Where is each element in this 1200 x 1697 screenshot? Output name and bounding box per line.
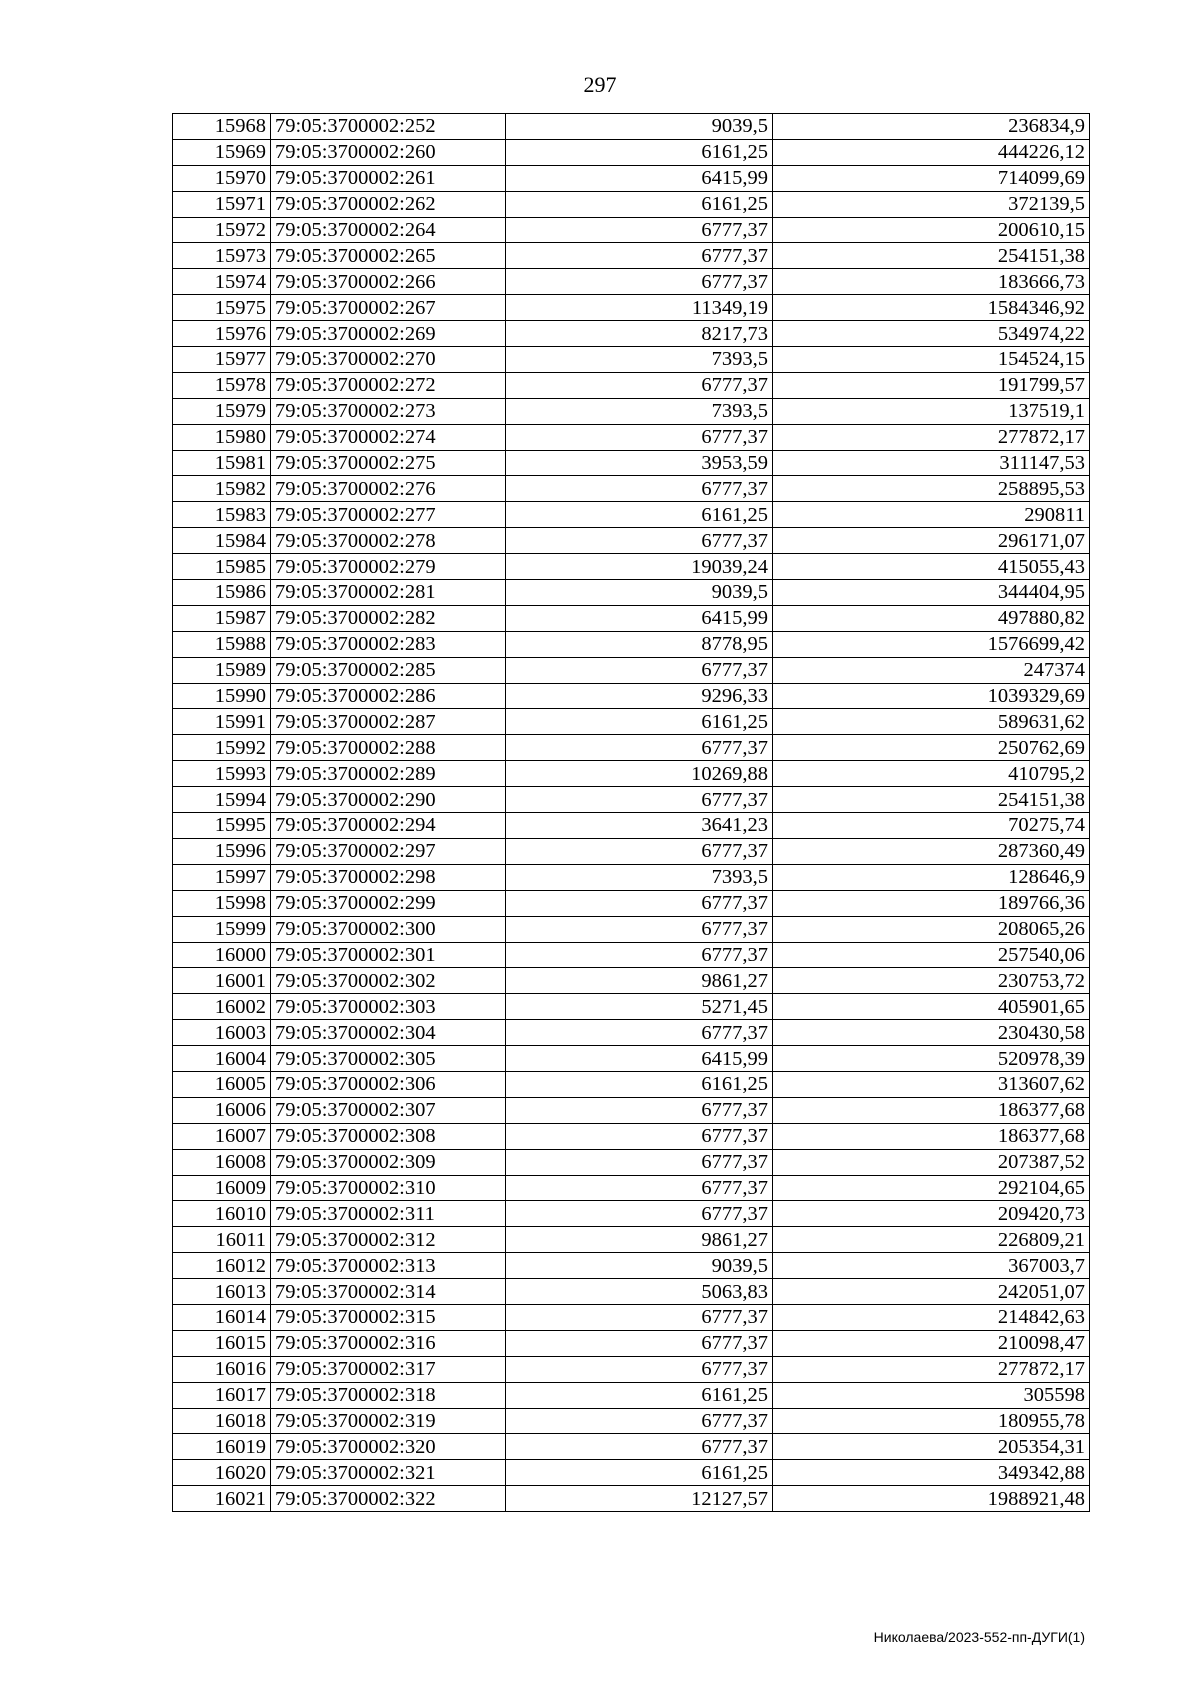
row-number-cell: 15988 xyxy=(173,631,271,657)
area-cell: 6777,37 xyxy=(506,838,773,864)
table-row xyxy=(173,813,1090,839)
table-row xyxy=(173,1408,1090,1434)
cadastral-number-cell: 79:05:3700002:252 xyxy=(271,114,506,140)
table-row xyxy=(173,139,1090,165)
row-number-cell: 15974 xyxy=(173,269,271,295)
cadastral-number-cell: 79:05:3700002:318 xyxy=(271,1382,506,1408)
cadastral-number-cell: 79:05:3700002:304 xyxy=(271,1020,506,1046)
table-row xyxy=(173,165,1090,191)
area-cell: 6777,37 xyxy=(506,942,773,968)
cadastral-number-cell: 79:05:3700002:285 xyxy=(271,657,506,683)
table-row xyxy=(173,968,1090,994)
table-row xyxy=(173,1460,1090,1486)
cadastral-number-cell: 79:05:3700002:281 xyxy=(271,580,506,606)
value-cell: 296171,07 xyxy=(773,528,1090,554)
area-cell: 11349,19 xyxy=(506,295,773,321)
value-cell: 183666,73 xyxy=(773,269,1090,295)
table-row xyxy=(173,114,1090,140)
table-row xyxy=(173,1149,1090,1175)
row-number-cell: 16005 xyxy=(173,1071,271,1097)
row-number-cell: 16021 xyxy=(173,1486,271,1512)
table-row xyxy=(173,994,1090,1020)
area-cell: 6777,37 xyxy=(506,1149,773,1175)
value-cell: 367003,7 xyxy=(773,1253,1090,1279)
row-number-cell: 15978 xyxy=(173,372,271,398)
value-cell: 250762,69 xyxy=(773,735,1090,761)
value-cell: 344404,95 xyxy=(773,580,1090,606)
area-cell: 9039,5 xyxy=(506,114,773,140)
value-cell: 1988921,48 xyxy=(773,1486,1090,1512)
table-row xyxy=(173,942,1090,968)
area-cell: 6777,37 xyxy=(506,424,773,450)
table-row xyxy=(173,476,1090,502)
table-row xyxy=(173,424,1090,450)
area-cell: 3953,59 xyxy=(506,450,773,476)
row-number-cell: 16019 xyxy=(173,1434,271,1460)
row-number-cell: 15991 xyxy=(173,709,271,735)
area-cell: 6777,37 xyxy=(506,1201,773,1227)
table-row xyxy=(173,787,1090,813)
cadastral-number-cell: 79:05:3700002:300 xyxy=(271,916,506,942)
value-cell: 191799,57 xyxy=(773,372,1090,398)
row-number-cell: 16015 xyxy=(173,1330,271,1356)
area-cell: 6777,37 xyxy=(506,1434,773,1460)
cadastral-number-cell: 79:05:3700002:317 xyxy=(271,1356,506,1382)
area-cell: 8778,95 xyxy=(506,631,773,657)
value-cell: 210098,47 xyxy=(773,1330,1090,1356)
value-cell: 534974,22 xyxy=(773,321,1090,347)
area-cell: 6777,37 xyxy=(506,1408,773,1434)
value-cell: 305598 xyxy=(773,1382,1090,1408)
cadastral-number-cell: 79:05:3700002:262 xyxy=(271,191,506,217)
row-number-cell: 15973 xyxy=(173,243,271,269)
value-cell: 189766,36 xyxy=(773,890,1090,916)
area-cell: 6777,37 xyxy=(506,476,773,502)
value-cell: 254151,38 xyxy=(773,787,1090,813)
area-cell: 6777,37 xyxy=(506,787,773,813)
table-row xyxy=(173,321,1090,347)
cadastral-number-cell: 79:05:3700002:307 xyxy=(271,1097,506,1123)
value-cell: 444226,12 xyxy=(773,139,1090,165)
area-cell: 9861,27 xyxy=(506,968,773,994)
table-row xyxy=(173,605,1090,631)
area-cell: 7393,5 xyxy=(506,347,773,373)
table-row xyxy=(173,580,1090,606)
row-number-cell: 15984 xyxy=(173,528,271,554)
value-cell: 208065,26 xyxy=(773,916,1090,942)
row-number-cell: 15997 xyxy=(173,864,271,890)
value-cell: 372139,5 xyxy=(773,191,1090,217)
table-row xyxy=(173,1304,1090,1330)
table-row xyxy=(173,1123,1090,1149)
cadastral-number-cell: 79:05:3700002:310 xyxy=(271,1175,506,1201)
table-row xyxy=(173,1201,1090,1227)
value-cell: 1576699,42 xyxy=(773,631,1090,657)
value-cell: 214842,63 xyxy=(773,1304,1090,1330)
value-cell: 258895,53 xyxy=(773,476,1090,502)
value-cell: 230753,72 xyxy=(773,968,1090,994)
row-number-cell: 15982 xyxy=(173,476,271,502)
area-cell: 3641,23 xyxy=(506,813,773,839)
table-row xyxy=(173,1434,1090,1460)
cadastral-number-cell: 79:05:3700002:319 xyxy=(271,1408,506,1434)
value-cell: 313607,62 xyxy=(773,1071,1090,1097)
value-cell: 257540,06 xyxy=(773,942,1090,968)
table-row xyxy=(173,295,1090,321)
cadastral-number-cell: 79:05:3700002:315 xyxy=(271,1304,506,1330)
area-cell: 6415,99 xyxy=(506,1046,773,1072)
area-cell: 6777,37 xyxy=(506,735,773,761)
value-cell: 254151,38 xyxy=(773,243,1090,269)
value-cell: 277872,17 xyxy=(773,1356,1090,1382)
table-row xyxy=(173,372,1090,398)
value-cell: 207387,52 xyxy=(773,1149,1090,1175)
area-cell: 6161,25 xyxy=(506,1071,773,1097)
row-number-cell: 15985 xyxy=(173,554,271,580)
area-cell: 19039,24 xyxy=(506,554,773,580)
cadastral-number-cell: 79:05:3700002:308 xyxy=(271,1123,506,1149)
area-cell: 6161,25 xyxy=(506,1382,773,1408)
row-number-cell: 16003 xyxy=(173,1020,271,1046)
row-number-cell: 15987 xyxy=(173,605,271,631)
cadastral-number-cell: 79:05:3700002:283 xyxy=(271,631,506,657)
row-number-cell: 16004 xyxy=(173,1046,271,1072)
area-cell: 6161,25 xyxy=(506,709,773,735)
row-number-cell: 16001 xyxy=(173,968,271,994)
value-cell: 205354,31 xyxy=(773,1434,1090,1460)
cadastral-number-cell: 79:05:3700002:312 xyxy=(271,1227,506,1253)
area-cell: 7393,5 xyxy=(506,398,773,424)
cadastral-number-cell: 79:05:3700002:321 xyxy=(271,1460,506,1486)
value-cell: 292104,65 xyxy=(773,1175,1090,1201)
area-cell: 10269,88 xyxy=(506,761,773,787)
row-number-cell: 15980 xyxy=(173,424,271,450)
value-cell: 200610,15 xyxy=(773,217,1090,243)
cadastral-number-cell: 79:05:3700002:306 xyxy=(271,1071,506,1097)
cadastral-number-cell: 79:05:3700002:275 xyxy=(271,450,506,476)
row-number-cell: 15989 xyxy=(173,657,271,683)
row-number-cell: 15993 xyxy=(173,761,271,787)
row-number-cell: 15971 xyxy=(173,191,271,217)
area-cell: 6161,25 xyxy=(506,139,773,165)
area-cell: 5271,45 xyxy=(506,994,773,1020)
table-row xyxy=(173,1279,1090,1305)
value-cell: 277872,17 xyxy=(773,424,1090,450)
table-row xyxy=(173,1330,1090,1356)
row-number-cell: 16009 xyxy=(173,1175,271,1201)
row-number-cell: 15994 xyxy=(173,787,271,813)
area-cell: 6777,37 xyxy=(506,1330,773,1356)
cadastral-number-cell: 79:05:3700002:273 xyxy=(271,398,506,424)
row-number-cell: 16008 xyxy=(173,1149,271,1175)
area-cell: 9039,5 xyxy=(506,580,773,606)
area-cell: 9296,33 xyxy=(506,683,773,709)
value-cell: 70275,74 xyxy=(773,813,1090,839)
table-row xyxy=(173,683,1090,709)
area-cell: 6777,37 xyxy=(506,916,773,942)
table-row xyxy=(173,243,1090,269)
row-number-cell: 15998 xyxy=(173,890,271,916)
row-number-cell: 15975 xyxy=(173,295,271,321)
table-row xyxy=(173,528,1090,554)
table-row xyxy=(173,1175,1090,1201)
table-row xyxy=(173,709,1090,735)
table-row xyxy=(173,631,1090,657)
area-cell: 6777,37 xyxy=(506,1304,773,1330)
page-number: 297 xyxy=(583,72,617,97)
row-number-cell: 15999 xyxy=(173,916,271,942)
value-cell: 226809,21 xyxy=(773,1227,1090,1253)
value-cell: 290811 xyxy=(773,502,1090,528)
table-row xyxy=(173,502,1090,528)
area-cell: 6777,37 xyxy=(506,1175,773,1201)
value-cell: 180955,78 xyxy=(773,1408,1090,1434)
table-row xyxy=(173,890,1090,916)
table-row xyxy=(173,761,1090,787)
cadastral-number-cell: 79:05:3700002:301 xyxy=(271,942,506,968)
table-row xyxy=(173,1046,1090,1072)
cadastral-number-cell: 79:05:3700002:265 xyxy=(271,243,506,269)
area-cell: 9039,5 xyxy=(506,1253,773,1279)
cadastral-number-cell: 79:05:3700002:272 xyxy=(271,372,506,398)
cadastral-number-cell: 79:05:3700002:260 xyxy=(271,139,506,165)
area-cell: 6415,99 xyxy=(506,605,773,631)
row-number-cell: 16011 xyxy=(173,1227,271,1253)
cadastral-number-cell: 79:05:3700002:302 xyxy=(271,968,506,994)
row-number-cell: 16007 xyxy=(173,1123,271,1149)
table-row xyxy=(173,191,1090,217)
cadastral-number-cell: 79:05:3700002:294 xyxy=(271,813,506,839)
row-number-cell: 15972 xyxy=(173,217,271,243)
row-number-cell: 15977 xyxy=(173,347,271,373)
cadastral-number-cell: 79:05:3700002:269 xyxy=(271,321,506,347)
row-number-cell: 15970 xyxy=(173,165,271,191)
area-cell: 6415,99 xyxy=(506,165,773,191)
cadastral-number-cell: 79:05:3700002:288 xyxy=(271,735,506,761)
cadastral-number-cell: 79:05:3700002:309 xyxy=(271,1149,506,1175)
value-cell: 520978,39 xyxy=(773,1046,1090,1072)
cadastral-number-cell: 79:05:3700002:313 xyxy=(271,1253,506,1279)
row-number-cell: 16013 xyxy=(173,1279,271,1305)
area-cell: 9861,27 xyxy=(506,1227,773,1253)
value-cell: 236834,9 xyxy=(773,114,1090,140)
area-cell: 6161,25 xyxy=(506,191,773,217)
row-number-cell: 16020 xyxy=(173,1460,271,1486)
row-number-cell: 15968 xyxy=(173,114,271,140)
table-row xyxy=(173,1227,1090,1253)
value-cell: 415055,43 xyxy=(773,554,1090,580)
cadastral-number-cell: 79:05:3700002:266 xyxy=(271,269,506,295)
cadastral-number-cell: 79:05:3700002:261 xyxy=(271,165,506,191)
area-cell: 12127,57 xyxy=(506,1486,773,1512)
row-number-cell: 15992 xyxy=(173,735,271,761)
value-cell: 714099,69 xyxy=(773,165,1090,191)
cadastral-number-cell: 79:05:3700002:277 xyxy=(271,502,506,528)
cadastral-number-cell: 79:05:3700002:279 xyxy=(271,554,506,580)
area-cell: 6777,37 xyxy=(506,217,773,243)
cadastral-number-cell: 79:05:3700002:276 xyxy=(271,476,506,502)
cadastral-number-cell: 79:05:3700002:267 xyxy=(271,295,506,321)
cadastral-number-cell: 79:05:3700002:299 xyxy=(271,890,506,916)
table-row xyxy=(173,1097,1090,1123)
table-row xyxy=(173,217,1090,243)
value-cell: 497880,82 xyxy=(773,605,1090,631)
value-cell: 128646,9 xyxy=(773,864,1090,890)
cadastral-number-cell: 79:05:3700002:305 xyxy=(271,1046,506,1072)
row-number-cell: 16002 xyxy=(173,994,271,1020)
row-number-cell: 16018 xyxy=(173,1408,271,1434)
table-body xyxy=(173,114,1090,1512)
cadastral-number-cell: 79:05:3700002:320 xyxy=(271,1434,506,1460)
table-row xyxy=(173,838,1090,864)
value-cell: 186377,68 xyxy=(773,1123,1090,1149)
cadastral-number-cell: 79:05:3700002:322 xyxy=(271,1486,506,1512)
value-cell: 287360,49 xyxy=(773,838,1090,864)
area-cell: 5063,83 xyxy=(506,1279,773,1305)
value-cell: 410795,2 xyxy=(773,761,1090,787)
value-cell: 349342,88 xyxy=(773,1460,1090,1486)
value-cell: 230430,58 xyxy=(773,1020,1090,1046)
area-cell: 6777,37 xyxy=(506,1097,773,1123)
area-cell: 6777,37 xyxy=(506,1356,773,1382)
table-row xyxy=(173,554,1090,580)
row-number-cell: 15983 xyxy=(173,502,271,528)
area-cell: 6777,37 xyxy=(506,890,773,916)
row-number-cell: 16016 xyxy=(173,1356,271,1382)
area-cell: 8217,73 xyxy=(506,321,773,347)
table-row xyxy=(173,1020,1090,1046)
area-cell: 6777,37 xyxy=(506,657,773,683)
row-number-cell: 15976 xyxy=(173,321,271,347)
cadastral-number-cell: 79:05:3700002:282 xyxy=(271,605,506,631)
table-row xyxy=(173,864,1090,890)
cadastral-number-cell: 79:05:3700002:286 xyxy=(271,683,506,709)
cadastral-number-cell: 79:05:3700002:303 xyxy=(271,994,506,1020)
table-row xyxy=(173,347,1090,373)
table-row xyxy=(173,1382,1090,1408)
cadastral-number-cell: 79:05:3700002:290 xyxy=(271,787,506,813)
cadastral-number-cell: 79:05:3700002:297 xyxy=(271,838,506,864)
area-cell: 6777,37 xyxy=(506,269,773,295)
cadastral-number-cell: 79:05:3700002:316 xyxy=(271,1330,506,1356)
area-cell: 6777,37 xyxy=(506,243,773,269)
cadastral-number-cell: 79:05:3700002:298 xyxy=(271,864,506,890)
row-number-cell: 15981 xyxy=(173,450,271,476)
value-cell: 186377,68 xyxy=(773,1097,1090,1123)
value-cell: 1584346,92 xyxy=(773,295,1090,321)
row-number-cell: 16010 xyxy=(173,1201,271,1227)
value-cell: 405901,65 xyxy=(773,994,1090,1020)
area-cell: 6161,25 xyxy=(506,1460,773,1486)
value-cell: 247374 xyxy=(773,657,1090,683)
row-number-cell: 15986 xyxy=(173,580,271,606)
cadastral-number-cell: 79:05:3700002:314 xyxy=(271,1279,506,1305)
table-row xyxy=(173,1071,1090,1097)
area-cell: 6161,25 xyxy=(506,502,773,528)
value-cell: 209420,73 xyxy=(773,1201,1090,1227)
data-table xyxy=(172,113,1090,1512)
value-cell: 311147,53 xyxy=(773,450,1090,476)
row-number-cell: 16006 xyxy=(173,1097,271,1123)
row-number-cell: 15979 xyxy=(173,398,271,424)
table-row xyxy=(173,1356,1090,1382)
row-number-cell: 16012 xyxy=(173,1253,271,1279)
row-number-cell: 15996 xyxy=(173,838,271,864)
area-cell: 6777,37 xyxy=(506,1123,773,1149)
table-row xyxy=(173,398,1090,424)
cadastral-number-cell: 79:05:3700002:311 xyxy=(271,1201,506,1227)
row-number-cell: 16014 xyxy=(173,1304,271,1330)
table-row xyxy=(173,735,1090,761)
value-cell: 154524,15 xyxy=(773,347,1090,373)
cadastral-number-cell: 79:05:3700002:289 xyxy=(271,761,506,787)
row-number-cell: 15969 xyxy=(173,139,271,165)
row-number-cell: 16017 xyxy=(173,1382,271,1408)
cadastral-number-cell: 79:05:3700002:278 xyxy=(271,528,506,554)
footer-document-id: Николаева/2023-552-пп-ДУГИ(1) xyxy=(873,1629,1085,1645)
value-cell: 137519,1 xyxy=(773,398,1090,424)
row-number-cell: 15990 xyxy=(173,683,271,709)
table-row xyxy=(173,1253,1090,1279)
area-cell: 6777,37 xyxy=(506,1020,773,1046)
value-cell: 1039329,69 xyxy=(773,683,1090,709)
area-cell: 7393,5 xyxy=(506,864,773,890)
table-row xyxy=(173,269,1090,295)
table-row xyxy=(173,916,1090,942)
cadastral-number-cell: 79:05:3700002:274 xyxy=(271,424,506,450)
row-number-cell: 16000 xyxy=(173,942,271,968)
value-cell: 242051,07 xyxy=(773,1279,1090,1305)
cadastral-number-cell: 79:05:3700002:287 xyxy=(271,709,506,735)
area-cell: 6777,37 xyxy=(506,372,773,398)
cadastral-number-cell: 79:05:3700002:264 xyxy=(271,217,506,243)
value-cell: 589631,62 xyxy=(773,709,1090,735)
table-row xyxy=(173,657,1090,683)
table-row xyxy=(173,1486,1090,1512)
table-row xyxy=(173,450,1090,476)
area-cell: 6777,37 xyxy=(506,528,773,554)
cadastral-number-cell: 79:05:3700002:270 xyxy=(271,347,506,373)
row-number-cell: 15995 xyxy=(173,813,271,839)
